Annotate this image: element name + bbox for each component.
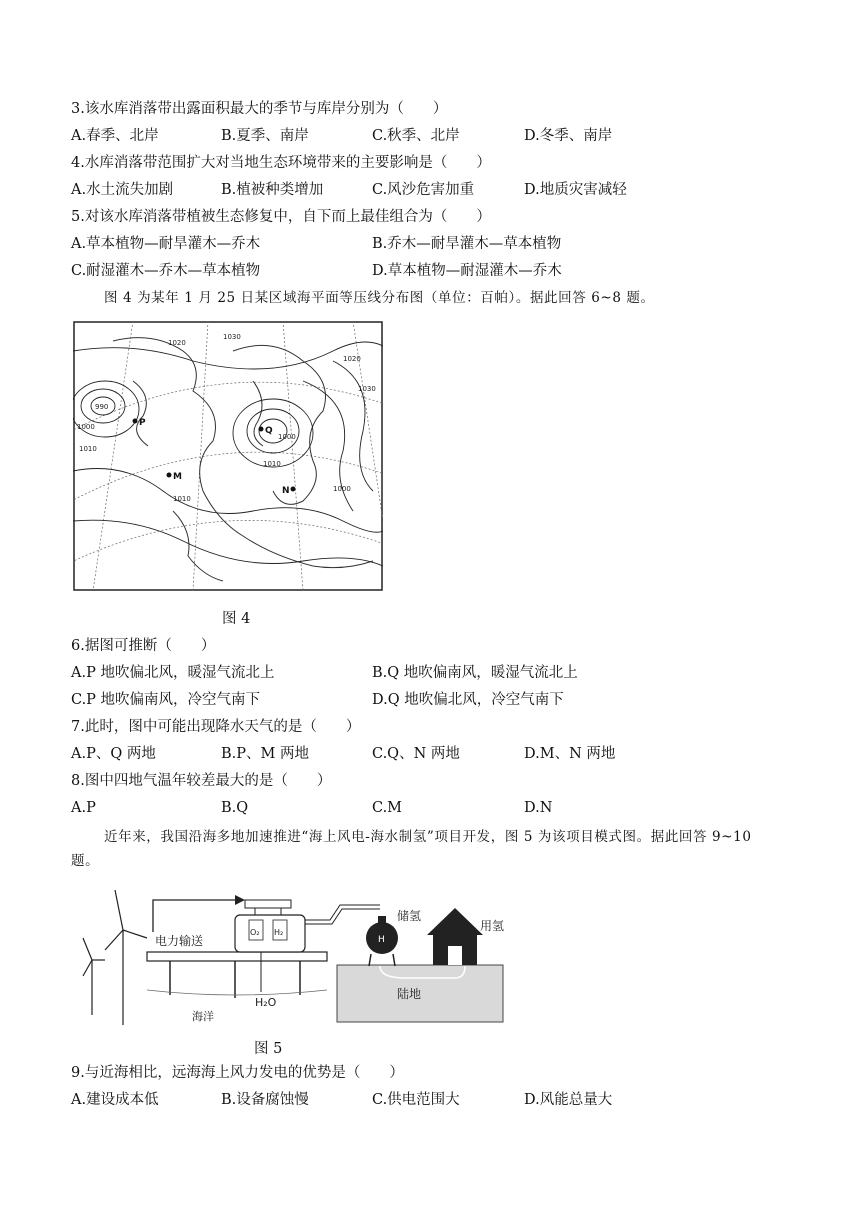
question-9-stem: 9.与近海相比，远海海上风力发电的优势是（ ） bbox=[71, 1065, 404, 1081]
label-power-transmission: 电力输送 bbox=[155, 934, 204, 948]
q8-option-d: D.N bbox=[524, 800, 553, 816]
isobar-label: 990 bbox=[95, 403, 109, 411]
q6-option-d: D.Q 地吹偏北风，冷空气南下 bbox=[372, 692, 564, 708]
q4-option-a: A.水土流失加剧 bbox=[71, 182, 174, 198]
q7-option-b: B.P、M 两地 bbox=[221, 746, 309, 762]
label-o2: O₂ bbox=[250, 928, 260, 937]
question-3-stem: 3.该水库消落带出露面积最大的季节与库岸分别为（ ） bbox=[71, 101, 448, 117]
question-7-stem: 7.此时，图中可能出现降水天气的是（ ） bbox=[71, 719, 361, 735]
label-water: H₂O bbox=[255, 996, 277, 1009]
question-4-stem: 4.水库消落带范围扩大对当地生态环境带来的主要影响是（ ） bbox=[71, 155, 491, 171]
point-label-m: M bbox=[173, 472, 182, 482]
q9-option-d: D.风能总量大 bbox=[524, 1092, 613, 1108]
figure-4-caption: 图 4 bbox=[222, 611, 251, 627]
question-6-stem: 6.据图可推断（ ） bbox=[71, 638, 216, 654]
q3-option-d: D.冬季、南岸 bbox=[524, 128, 613, 144]
q8-option-a: A.P bbox=[71, 800, 96, 816]
q5-option-a: A.草本植物—耐旱灌木—乔木 bbox=[71, 236, 261, 252]
arrow-icon bbox=[235, 895, 245, 905]
q9-option-a: A.建设成本低 bbox=[71, 1092, 159, 1108]
isobar-label: 1030 bbox=[223, 333, 241, 341]
figure-5-wind-hydrogen-diagram bbox=[75, 880, 515, 1025]
question-5-stem: 5.对该水库消落带植被生态修复中，自下而上最佳组合为（ ） bbox=[71, 209, 491, 225]
q4-option-b: B.植被种类增加 bbox=[221, 182, 324, 198]
q4-option-c: C.风沙危害加重 bbox=[372, 182, 475, 198]
isobar-label: 1010 bbox=[173, 495, 191, 503]
q5-option-d: D.草本植物—耐湿灌木—乔木 bbox=[372, 263, 562, 279]
q9-option-c: C.供电范围大 bbox=[372, 1092, 460, 1108]
figure-4-intro: 图 4 为某年 1 月 25 日某区域海平面等压线分布图（单位：百帕）。据此回答 6~8 题。 bbox=[104, 290, 655, 306]
question-8-stem: 8.图中四地气温年较差最大的是（ ） bbox=[71, 773, 332, 789]
isobar-label: 1020 bbox=[343, 355, 361, 363]
label-ocean: 海洋 bbox=[192, 1010, 214, 1023]
q7-option-d: D.M、N 两地 bbox=[524, 746, 616, 762]
isobar-label: 1030 bbox=[358, 385, 376, 393]
q5-option-c: C.耐湿灌木—乔木—草本植物 bbox=[71, 263, 261, 279]
q3-option-c: C.秋季、北岸 bbox=[372, 128, 460, 144]
house-icon bbox=[427, 908, 483, 935]
point-label-q: Q bbox=[265, 426, 273, 436]
point-label-p: P bbox=[139, 418, 146, 428]
q8-option-b: B.Q bbox=[221, 800, 249, 816]
q3-option-b: B.夏季、南岸 bbox=[221, 128, 309, 144]
point-label-n: N bbox=[282, 486, 290, 496]
figure-5-intro-line-1: 近年来，我国沿海多地加速推进“海上风电-海水制氢”项目开发，图 5 为该项目模式图。据此回答 9~10 bbox=[104, 829, 752, 845]
q7-option-a: A.P、Q 两地 bbox=[71, 746, 156, 762]
isobar-label: 1000 bbox=[278, 433, 296, 441]
isobar-label: 1000 bbox=[77, 423, 95, 431]
figure-4-isobar-map bbox=[73, 321, 383, 591]
q6-option-b: B.Q 地吹偏南风，暖湿气流北上 bbox=[372, 665, 578, 681]
figure-5-caption: 图 5 bbox=[254, 1041, 283, 1057]
q5-option-b: B.乔木—耐旱灌木—草本植物 bbox=[372, 236, 562, 252]
wind-turbine-icon bbox=[83, 890, 147, 1025]
isobar-label: 1010 bbox=[79, 445, 97, 453]
electrolyzer-icon bbox=[235, 915, 305, 952]
label-h2: H₂ bbox=[274, 928, 284, 937]
label-use: 用氢 bbox=[480, 919, 505, 933]
isobar-label: 1010 bbox=[263, 460, 281, 468]
label-storage: 储氢 bbox=[397, 909, 422, 923]
q9-option-b: B.设备腐蚀慢 bbox=[221, 1092, 309, 1108]
isobar-label: 1000 bbox=[333, 485, 351, 493]
figure-5-intro-line-2: 题。 bbox=[71, 853, 100, 869]
q8-option-c: C.M bbox=[372, 800, 403, 816]
q6-option-a: A.P 地吹偏北风，暖湿气流北上 bbox=[71, 665, 275, 681]
label-tank-h: H bbox=[378, 935, 385, 945]
isobar-label: 1020 bbox=[168, 339, 186, 347]
q4-option-d: D.地质灾害减轻 bbox=[524, 182, 627, 198]
label-land: 陆地 bbox=[397, 987, 422, 1001]
q7-option-c: C.Q、N 两地 bbox=[372, 746, 460, 762]
q6-option-c: C.P 地吹偏南风，冷空气南下 bbox=[71, 692, 261, 708]
q3-option-a: A.春季、北岸 bbox=[71, 128, 159, 144]
